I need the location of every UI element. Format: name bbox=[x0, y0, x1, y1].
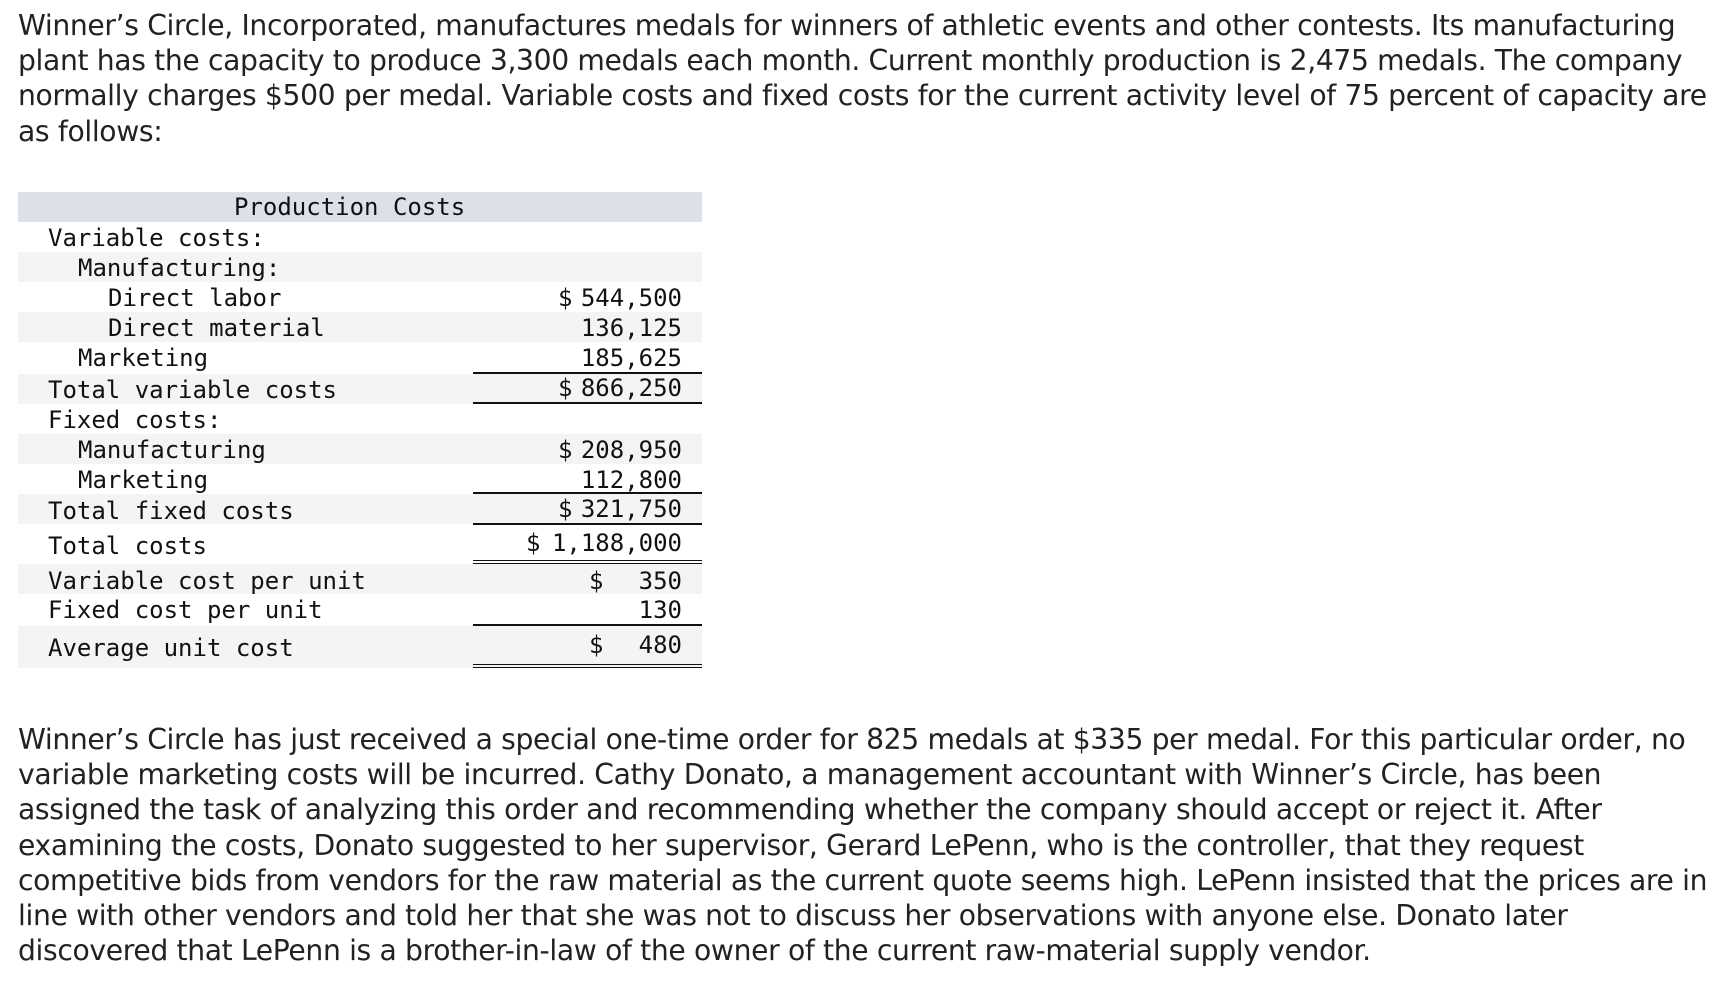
table-row bbox=[18, 342, 702, 374]
variable-marketing-label: Marketing bbox=[78, 344, 209, 372]
intro-line: plant has the capacity to produce 3,300 medals each month. Current monthly production is 2,475 medals. The company bbox=[18, 44, 1683, 78]
intro-paragraph bbox=[18, 8, 1707, 149]
total-fixed-costs-value-cell bbox=[473, 495, 702, 525]
intro-line: Winner’s Circle, Incorporated, manufactures medals for winners of athletic events and other contests. Its manufacturing bbox=[18, 9, 1676, 42]
fixed-cost-per-unit-value-cell bbox=[473, 596, 702, 626]
currency-sign: $ bbox=[589, 567, 604, 595]
table-row bbox=[18, 464, 702, 494]
table-row bbox=[18, 494, 702, 524]
currency-sign: $ bbox=[558, 495, 573, 523]
fixed-marketing-label: Marketing bbox=[78, 466, 209, 494]
variable-cost-per-unit-label: Variable cost per unit bbox=[48, 567, 366, 595]
table-row bbox=[18, 404, 702, 434]
currency-sign: $ bbox=[558, 436, 573, 464]
table-title: Production Costs bbox=[234, 193, 466, 221]
direct-material-value: 136,125 bbox=[580, 314, 682, 342]
direct-material-label: Direct material bbox=[108, 314, 325, 342]
manufacturing-heading: Manufacturing: bbox=[78, 254, 281, 282]
total-costs-label: Total costs bbox=[48, 532, 207, 560]
direct-labor-value-cell bbox=[473, 284, 702, 312]
direct-labor-value: 544,500 bbox=[580, 284, 682, 312]
total-costs-value: 1,188,000 bbox=[551, 529, 682, 557]
table-row bbox=[18, 312, 702, 342]
total-fixed-costs-label: Total fixed costs bbox=[48, 497, 294, 525]
average-unit-cost-value-cell bbox=[473, 631, 702, 668]
total-variable-costs-value: 866,250 bbox=[580, 374, 682, 402]
fixed-manufacturing-label: Manufacturing bbox=[78, 436, 266, 464]
fixed-marketing-value: 112,800 bbox=[580, 466, 682, 494]
currency-sign: $ bbox=[558, 284, 573, 312]
total-variable-costs-label: Total variable costs bbox=[48, 376, 337, 404]
table-header-row bbox=[18, 192, 702, 222]
special-order-line: Winner’s Circle has just received a special one-time order for 825 medals at $335 per medal. For this particular order, no bbox=[18, 723, 1686, 756]
special-order-line: examining the costs, Donato suggested to her supervisor, Gerard LePenn, who is the controller, that they request bbox=[18, 828, 1584, 862]
intro-line: normally charges $500 per medal. Variable costs and fixed costs for the current activity level of 75 percent of capacity are bbox=[18, 79, 1707, 113]
variable-cost-per-unit-value-cell bbox=[473, 567, 702, 594]
currency-sign: $ bbox=[589, 631, 604, 659]
production-costs-table bbox=[18, 192, 702, 668]
special-order-line: competitive bids from vendors for the raw material as the current quote seems high. LePenn insisted that the prices are in bbox=[18, 863, 1708, 897]
table-row bbox=[18, 524, 702, 564]
fixed-manufacturing-value: 208,950 bbox=[580, 436, 682, 464]
table-row bbox=[18, 626, 702, 668]
table-row bbox=[18, 282, 702, 312]
table-row bbox=[18, 222, 702, 252]
direct-material-value-cell bbox=[473, 314, 702, 342]
currency-sign: $ bbox=[526, 529, 541, 557]
special-order-line: assigned the task of analyzing this order and recommending whether the company should accept or reject it. After bbox=[18, 793, 1602, 827]
special-order-line: variable marketing costs will be incurred. Cathy Donato, a management accountant with Winner’s Circle, has been bbox=[18, 758, 1602, 792]
special-order-line: discovered that LePenn is a brother-in-law of the owner of the current raw-material supply vendor. bbox=[18, 934, 1371, 968]
variable-cost-per-unit-value: 350 bbox=[638, 567, 682, 595]
fixed-cost-per-unit-value: 130 bbox=[638, 596, 682, 624]
variable-marketing-value: 185,625 bbox=[580, 344, 682, 372]
table-row bbox=[18, 434, 702, 464]
fixed-marketing-value-cell bbox=[473, 466, 702, 494]
variable-costs-heading: Variable costs: bbox=[48, 224, 265, 252]
variable-marketing-value-cell bbox=[473, 344, 702, 374]
total-costs-value-cell bbox=[473, 529, 702, 564]
average-unit-cost-label: Average unit cost bbox=[48, 634, 294, 662]
fixed-cost-per-unit-label: Fixed cost per unit bbox=[48, 596, 323, 624]
fixed-manufacturing-value-cell bbox=[473, 436, 702, 464]
total-fixed-costs-value: 321,750 bbox=[580, 495, 682, 523]
table-row bbox=[18, 374, 702, 404]
total-variable-costs-value-cell bbox=[473, 374, 702, 404]
fixed-costs-heading: Fixed costs: bbox=[48, 406, 222, 434]
intro-line: as follows: bbox=[18, 114, 163, 148]
table-row bbox=[18, 594, 702, 626]
direct-labor-label: Direct labor bbox=[108, 284, 282, 312]
special-order-paragraph bbox=[18, 722, 1707, 968]
average-unit-cost-value: 480 bbox=[638, 631, 682, 659]
currency-sign: $ bbox=[558, 374, 573, 402]
table-row bbox=[18, 564, 702, 594]
special-order-line: line with other vendors and told her that she was not to discuss her observations with anyone else. Donato later bbox=[18, 899, 1568, 933]
table-row bbox=[18, 252, 702, 282]
